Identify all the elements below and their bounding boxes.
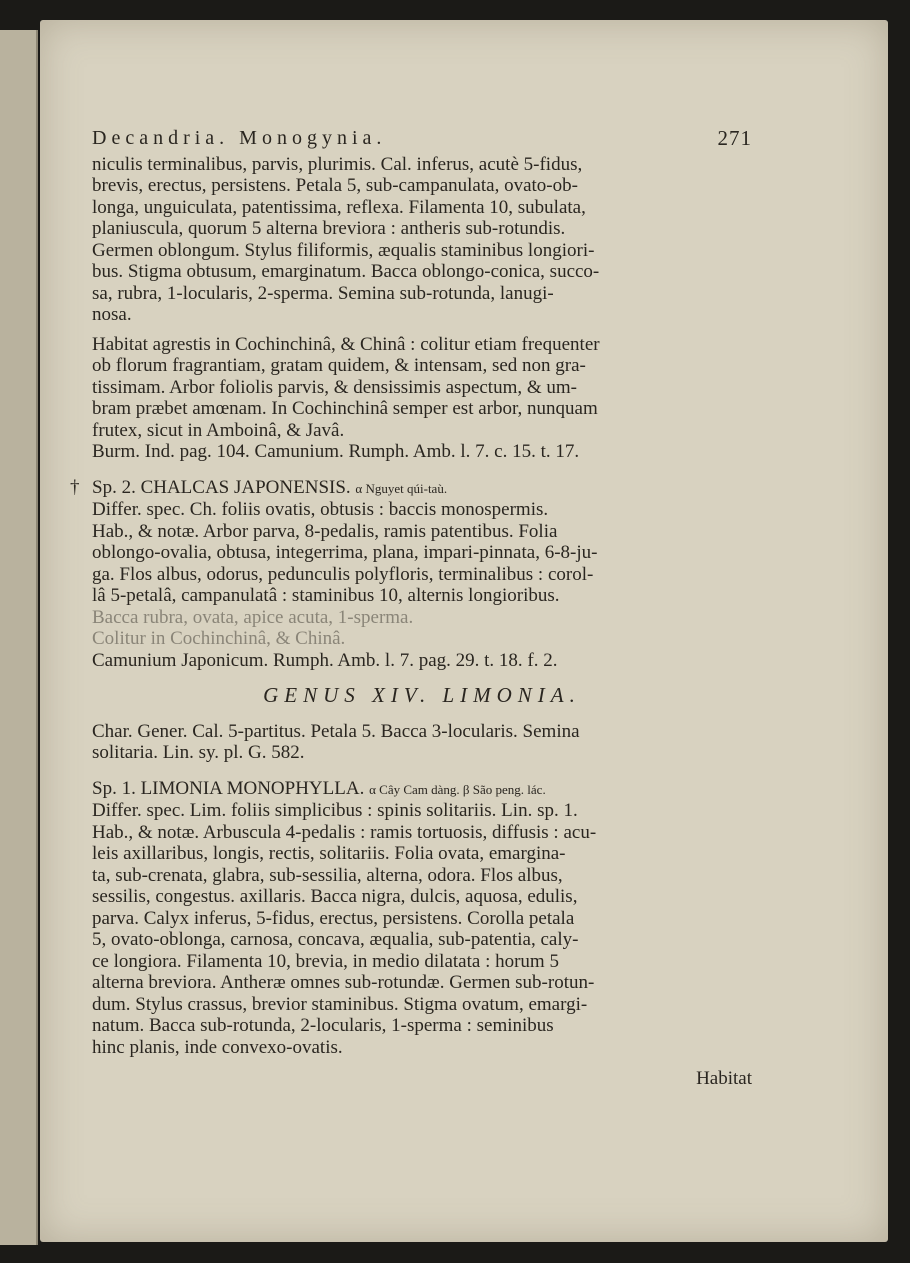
text-line: alterna breviora. Antheræ omnes sub-rotundæ. Germen sub-rotun- xyxy=(92,972,595,993)
text-line: lâ 5-petalâ, campanulatâ : staminibus 10, alternis longioribus. xyxy=(92,585,560,606)
reference-line: Burm. Ind. pag. 104. Camunium. Rumph. Amb. l. 7. c. 15. t. 17. xyxy=(92,441,580,462)
text-line: ga. Flos albus, odorus, pedunculis polyfloris, terminalibus : corol- xyxy=(92,563,594,585)
text-line: Germen oblongum. Stylus filiformis, æqualis staminibus longiori- xyxy=(92,239,595,261)
text-line: nosa. xyxy=(92,304,132,325)
text-line: longa, unguiculata, patentissima, reflexa. Filamenta 10, subulata, xyxy=(92,196,586,218)
page-text xyxy=(70,126,752,1090)
text-line: ta, sub-crenata, glabra, sub-sessilia, alterna, odora. Flos albus, xyxy=(92,864,563,886)
page-number: 271 xyxy=(717,126,752,150)
text-line: leis axillaribus, longis, rectis, solitariis. Folia ovata, emargina- xyxy=(92,843,566,864)
text-line: Differ. spec. Ch. foliis ovatis, obtusis : baccis monospermis. xyxy=(92,499,549,520)
vernacular-name: α Cây Cam dàng. β São peng. lác. xyxy=(369,781,546,797)
adjacent-page-edge xyxy=(0,30,38,1245)
text-line: Differ. spec. Lim. foliis simplicibus : spinis solitariis. Lin. sp. 1. xyxy=(92,800,578,821)
text-line: bus. Stigma obtusum, emarginatum. Bacca oblongo-conica, succo- xyxy=(92,261,600,282)
text-line: brevis, erectus, persistens. Petala 5, sub-campanulata, ovato-ob- xyxy=(92,175,578,196)
text-line: frutex, sicut in Amboinâ, & Javâ. xyxy=(92,419,345,441)
text-line: bram præbet amœnam. In Cochinchinâ semper est arbor, nunquam xyxy=(92,398,598,419)
genus-character xyxy=(92,721,752,764)
genus-heading: GENUS XIV. LIMONIA. xyxy=(263,683,581,707)
dagger-mark: † xyxy=(70,476,80,498)
text-line: Colitur in Cochinchinâ, & Chinâ. xyxy=(92,628,346,649)
reference-line: Camunium Japonicum. Rumph. Amb. l. 7. pag. 29. t. 18. f. 2. xyxy=(92,649,558,671)
species-heading xyxy=(92,778,752,801)
text-line: natum. Bacca sub-rotunda, 2-locularis, 1-sperma : seminibus xyxy=(92,1015,554,1036)
book-page xyxy=(40,20,888,1242)
text-line: Bacca rubra, ovata, apice acuta, 1-sperma. xyxy=(92,606,414,628)
text-line: sa, rubra, 1-locularis, 2-sperma. Semina sub-rotunda, lanugi- xyxy=(92,282,554,304)
text-line: 5, ovato-oblonga, carnosa, concava, æqualia, sub-patentia, caly- xyxy=(92,929,579,950)
vernacular-name: α Nguyet qúi-taù. xyxy=(355,480,448,496)
text-line: hinc planis, inde convexo-ovatis. xyxy=(92,1036,343,1058)
text-line: Hab., & notæ. Arbuscula 4-pedalis : ramis tortuosis, diffusis : acu- xyxy=(92,821,597,843)
text-line: oblongo-ovalia, obtusa, integerrima, plana, impari-pinnata, 6-8-ju- xyxy=(92,542,598,563)
text-line: Hab., & notæ. Arbor parva, 8-pedalis, ramis patentibus. Folia xyxy=(92,520,558,542)
text-line: ce longiora. Filamenta 10, brevia, in medio dilatata : horum 5 xyxy=(92,950,559,972)
text-line: ob florum fragrantiam, gratam quidem, & intensam, sed non gra- xyxy=(92,355,586,376)
text-line: tissimam. Arbor foliolis parvis, & densissimis aspectum, & um- xyxy=(92,376,578,398)
species-chalcas-japonensis xyxy=(70,476,752,672)
page-header xyxy=(92,128,752,150)
text-line: solitaria. Lin. sy. pl. G. 582. xyxy=(92,742,305,763)
text-line: planiuscula, quorum 5 alterna breviora : antheris sub-rotundis. xyxy=(92,218,566,239)
text-line: sessilis, congestus. axillaris. Bacca nigra, dulcis, aquosa, edulis, xyxy=(92,886,578,907)
catchword: Habitat xyxy=(696,1068,752,1089)
text-line: Habitat agrestis in Cochinchinâ, & Chinâ : colitur etiam frequenter xyxy=(92,333,600,355)
habitat-paragraph xyxy=(92,334,752,463)
species-heading xyxy=(70,476,752,500)
description-continued xyxy=(92,154,752,326)
text-line: dum. Stylus crassus, brevior staminibus. Stigma ovatum, emargi- xyxy=(92,993,588,1015)
species-title: Sp. 2. CHALCAS JAPONENSIS. xyxy=(92,476,351,498)
text-line: Char. Gener. Cal. 5-partitus. Petala 5. Bacca 3-locularis. Semina xyxy=(92,720,580,742)
text-line: parva. Calyx inferus, 5-fidus, erectus, persistens. Corolla petala xyxy=(92,907,575,929)
species-title: Sp. 1. LIMONIA MONOPHYLLA. xyxy=(92,777,365,799)
running-head: Decandria. Monogynia. xyxy=(92,127,387,149)
text-line: niculis terminalibus, parvis, plurimis. Cal. inferus, acutè 5-fidus, xyxy=(92,153,583,175)
species-limonia-monophylla xyxy=(92,778,752,1059)
